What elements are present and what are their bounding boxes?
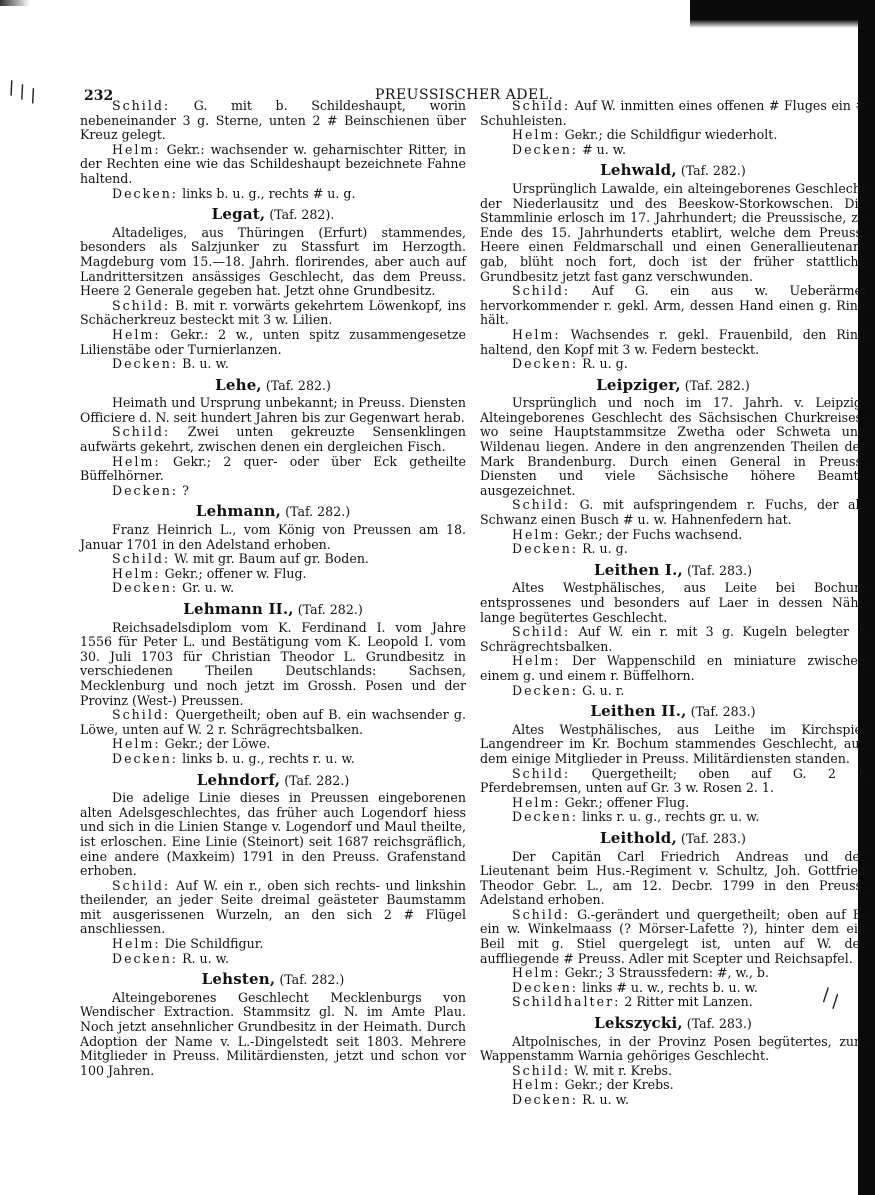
entry-heading: Lehwald, (Taf. 282.) — [600, 161, 746, 180]
entry-lehndorf — [80, 770, 466, 967]
decken-line: Decken: links # u. w., rechts b. u. w. — [512, 979, 758, 995]
helm-line: Helm: Gekr.; der Löwe. — [112, 736, 271, 752]
entry-heading: Leithold, (Taf. 283.) — [600, 828, 746, 847]
helm-line: Helm: Die Schildfigur. — [112, 936, 264, 952]
entry-lekszycki — [480, 1016, 866, 1108]
decken-line: Decken: Gr. u. w. — [112, 580, 235, 596]
entry-heading: Lehndorf, (Taf. 282.) — [196, 770, 350, 789]
schild-line: Schild: G. mit aufspringendem r. Fuchs, der als Schwanz einen Busch # u. w. Hahnenfedern hat. — [480, 497, 866, 528]
decken-line: Decken: links b. u. g., rechts # u. g. — [112, 185, 356, 201]
entry-heading: Leipziger, (Taf. 282.) — [596, 375, 750, 394]
entry-description: Reichsadelsdiplom vom K. Ferdinand I. vom Jahre 1556 für Peter L. und Bestätigung vom K. Leopold I. vom 30. Juli 1703 für Christian Theodor L. Grundbesitz in verschiedenen Theilen Deutschlands: Sachsen, Mecklenburg und noch jetzt im Grossh. Posen und der Provinz (West-) Preussen. — [80, 619, 466, 708]
decken-line: Decken: R. u. g. — [512, 356, 628, 372]
schild-line: Schild: Zwei unten gekreuzte Sensenklingen aufwärts gekehrt, zwischen denen ein dergleichen Fisch. — [80, 424, 466, 455]
entry-lehmann-ii — [80, 602, 466, 767]
entry-heading: Leithen I., (Taf. 283.) — [593, 560, 752, 579]
entry-lehmann — [80, 504, 466, 596]
schild-line: Schild: B. mit r. vorwärts gekehrtem Löwenkopf, ins Schächerkreuz besteckt mit 3 w. Lilien. — [80, 297, 467, 328]
margin-pencil-mark: ∖∖∖ — [1, 76, 41, 109]
schild-line: Schild: Auf W. ein r. mit 3 g. Kugeln belegter r. Schrägrechtsbalken. — [480, 624, 866, 654]
entry-lehwald — [480, 163, 866, 371]
decken-line: Decken: B. u. w. — [112, 356, 229, 372]
decken-line: Decken: ? — [112, 482, 189, 498]
decken-line: Decken: R. u. g. — [512, 541, 628, 557]
schild-line: Schild: Auf W. inmitten eines offenen # Fluges ein # Schuhleisten. — [480, 98, 866, 128]
entry-leithen-ii — [480, 704, 866, 825]
schild-line: Schild: Quergetheilt; oben auf B. ein wachsender g. Löwe, unten auf W. 2 r. Schrägrechtsbalken. — [80, 707, 466, 737]
schild-line: Schild: W. mit r. Krebs. — [512, 1062, 673, 1078]
entry-leithold — [480, 828, 866, 1010]
helm-line: Helm: Gekr.; 2 quer- oder über Eck getheilte Büffelhörner. — [80, 453, 466, 484]
entry-description: Heimath und Ursprung unbekannt; in Preuss. Diensten Officiere d. N. seit hundert Jahren bis zur Gegenwart herab. — [80, 395, 466, 425]
entry-description: Altes Westphälisches, aus Leithe im Kirchspiel Langendreer im Kr. Bochum stammendes Geschlecht, aus dem einige Mitglieder in Preuss. Militärdiensten standen. — [480, 721, 866, 766]
margin-pencil-mark-2: ∖∖ — [814, 983, 845, 1014]
entry-description: Altadeliges, aus Thüringen (Erfurt) stammendes, besonders als Salzjunker zu Stassfurt im Herzogth. Magdeburg vom 15.—18. Jahrh. florirendes, aber auch auf Landrittersitzen ansässiges Geschlecht, das dem Preuss. Heere 2 Generale gegeben hat. Jetzt ohne Grundbesitz. — [80, 224, 466, 299]
page-number: 232 — [84, 88, 114, 104]
entry-heading: Lekszycki, (Taf. 283.) — [594, 1014, 752, 1033]
entry-heading: Lehmann, (Taf. 282.) — [195, 502, 351, 521]
entry-description: Franz Heinrich L., vom König von Preussen am 18. Januar 1701 in den Adelstand erhoben. — [80, 522, 466, 552]
schild-line: Schild: Quergetheilt; oben auf G. 2 r. Pferdebremsen, unten auf Gr. 3 w. Rosen 2. 1. — [480, 765, 866, 796]
entry-lehsten — [80, 972, 466, 1078]
schild-line: Schild: G.-gerändert und quergetheilt; oben auf B. ein w. Winkelmaass (? Mörser-Lafette ?), hinter dem ein Beil mit g. Stiel quergelegt ist, unten auf W. der auffliegende # Preuss. Adler mit Scepter und Reichsapfel. — [480, 906, 866, 966]
running-head: PREUSSISCHER ADEL. — [375, 87, 554, 103]
entry-legat — [80, 207, 466, 372]
helm-line: Helm: Gekr.; der Krebs. — [512, 1077, 674, 1093]
entry-heading: Lehe, (Taf. 282.) — [215, 375, 331, 394]
entry-description: Der Capitän Carl Friedrich Andreas und der Lieutenant beim Hus.-Regiment v. Schultz, Joh. Gottfried Theodor Gebr. L., am 12. Decbr. 1799 in den Preuss. Adelstand erhoben. — [480, 848, 866, 908]
schild-line: Schild: Auf W. ein r., oben sich rechts- und linkshin theilender, an jeder Seite dreimal geästeter Baumstamm mit ausgerissenen Wurzeln, an den sich 2 # Flügel anschliessen. — [80, 877, 466, 937]
schild-line: Schild: Auf G. ein aus w. Ueberärmel hervorkommender r. gekl. Arm, dessen Hand einen g. Ring hält. — [480, 283, 866, 328]
helm-line: Helm: Gekr.; 3 Straussfedern: #, w., b. — [512, 965, 769, 981]
entry-lehe — [80, 375, 466, 499]
helm-line: Helm: Gekr.; der Fuchs wachsend. — [512, 526, 743, 542]
helm-line: Helm: Wachsendes r. gekl. Frauenbild, den Ring haltend, den Kopf mit 3 w. Federn besteckt. — [480, 326, 866, 357]
entry-heading: Lehmann II., (Taf. 282.) — [183, 600, 363, 618]
entry-leipziger — [480, 375, 866, 557]
entry-heading: Leithen II., (Taf. 283.) — [590, 702, 756, 721]
entry-description: Altes Westphälisches, aus Leite bei Bochum entsprossenes und besonders auf Laer in dessen Nähe lange begütertes Geschlecht. — [480, 580, 866, 625]
schild-line: Schild: W. mit gr. Baum auf gr. Boden. — [112, 551, 369, 567]
entry-leithen-i — [480, 560, 866, 698]
entry-description: Die adelige Linie dieses in Preussen eingeborenen alten Adelsgeschlechtes, das früher auch Logendorf hiess und sich in die Linien Stange v. Logendorf und Maul theilte, ist erloschen. Eine Linie (Steinort) seit 1687 reichsgräflich, eine andere (Maxkeim) 1791 in den Preuss. Grafenstand erhoben. — [80, 790, 466, 879]
helm-line: Helm: Der Wappenschild en miniature zwischen einem g. und einem r. Büffelhorn. — [480, 653, 866, 683]
continuation-entry — [480, 99, 866, 157]
decken-line: Decken: # u. w. — [512, 141, 627, 157]
decken-line: Decken: R. u. w. — [112, 950, 229, 966]
scan-top-shadow — [690, 0, 860, 28]
helm-line: Helm: Gekr.; offener w. Flug. — [112, 565, 307, 581]
left-column — [80, 99, 466, 1078]
entry-description: Alteingeborenes Geschlecht Mecklenburgs von Wendischer Extraction. Stammsitz gl. N. im Amte Plau. Noch jetzt ansehnlicher Grundbesitz in der Heimath. Durch Adoption der Name v. L.-Dingelstedt seit 1803. Mehrere Mitglieder in Preuss. Militärdiensten, jetzt und schon vor 100 Jahren. — [80, 989, 466, 1078]
entry-description: Altpolnisches, in der Provinz Posen begütertes, zum Wappenstamm Warnia gehöriges Geschlecht. — [480, 1033, 866, 1064]
helm-line: Helm: Gekr.; offener Flug. — [512, 794, 690, 810]
entry-heading: Lehsten, (Taf. 282.) — [201, 970, 345, 989]
scan-corner-shadow — [0, 0, 30, 6]
entry-description: Ursprünglich und noch im 17. Jahrh. v. Leipzig. Alteingeborenes Geschlecht des Sächsischen Churkreises, wo seine Hauptstammsitze Zwetha oder Schweta und Wildenau liegen. Andere in den angrenzenden Theilen der Mark Brandenburg. Durch einen General in Preuss. Diensten und viele Sächsische höhere Beamte ausgezeichnet. — [480, 395, 866, 498]
schildhalter-line: Schildhalter: 2 Ritter mit Lanzen. — [512, 994, 753, 1010]
continuation-entry — [80, 99, 466, 201]
helm-line: Helm: Gekr.: wachsender w. geharnischter Ritter, in der Rechten eine wie das Schildeshaupt bezeichnete Fahne haltend. — [80, 141, 466, 186]
decken-line: Decken: links r. u. g., rechts gr. u. w. — [512, 809, 760, 825]
decken-line: Decken: G. u. r. — [512, 682, 625, 698]
helm-line: Helm: Gekr.; die Schildfigur wiederholt. — [512, 127, 778, 143]
helm-line: Helm: Gekr.: 2 w., unten spitz zusammengesetze Lilienstäbe oder Turnierlanzen. — [80, 326, 466, 357]
decken-line: Decken: R. u. w. — [512, 1092, 629, 1107]
schild-line: Schild: G. mit b. Schildeshaupt, worin nebeneinander 3 g. Sterne, unten 2 # Beinschienen über Kreuz gelegt. — [80, 98, 466, 143]
entry-heading: Legat, (Taf. 282). — [211, 205, 335, 224]
entry-description: Ursprünglich Lawalde, ein alteingeborenes Geschlecht der Niederlausitz und des Beeskow-Storkowschen. Die Stammlinie erlosch im 17. Jahrhundert; die Preussische, zu Ende des 15. Jahrhunderts etablirt, welche dem Preuss. Heere einen Feldmarschall und einen Generallieutenant gab, blüht noch fort, doch ist der früher stattliche Grundbesitz jetzt fast ganz verschwunden. — [480, 180, 866, 284]
right-column — [480, 99, 866, 1108]
decken-line: Decken: links b. u. g., rechts r. u. w. — [112, 750, 355, 766]
